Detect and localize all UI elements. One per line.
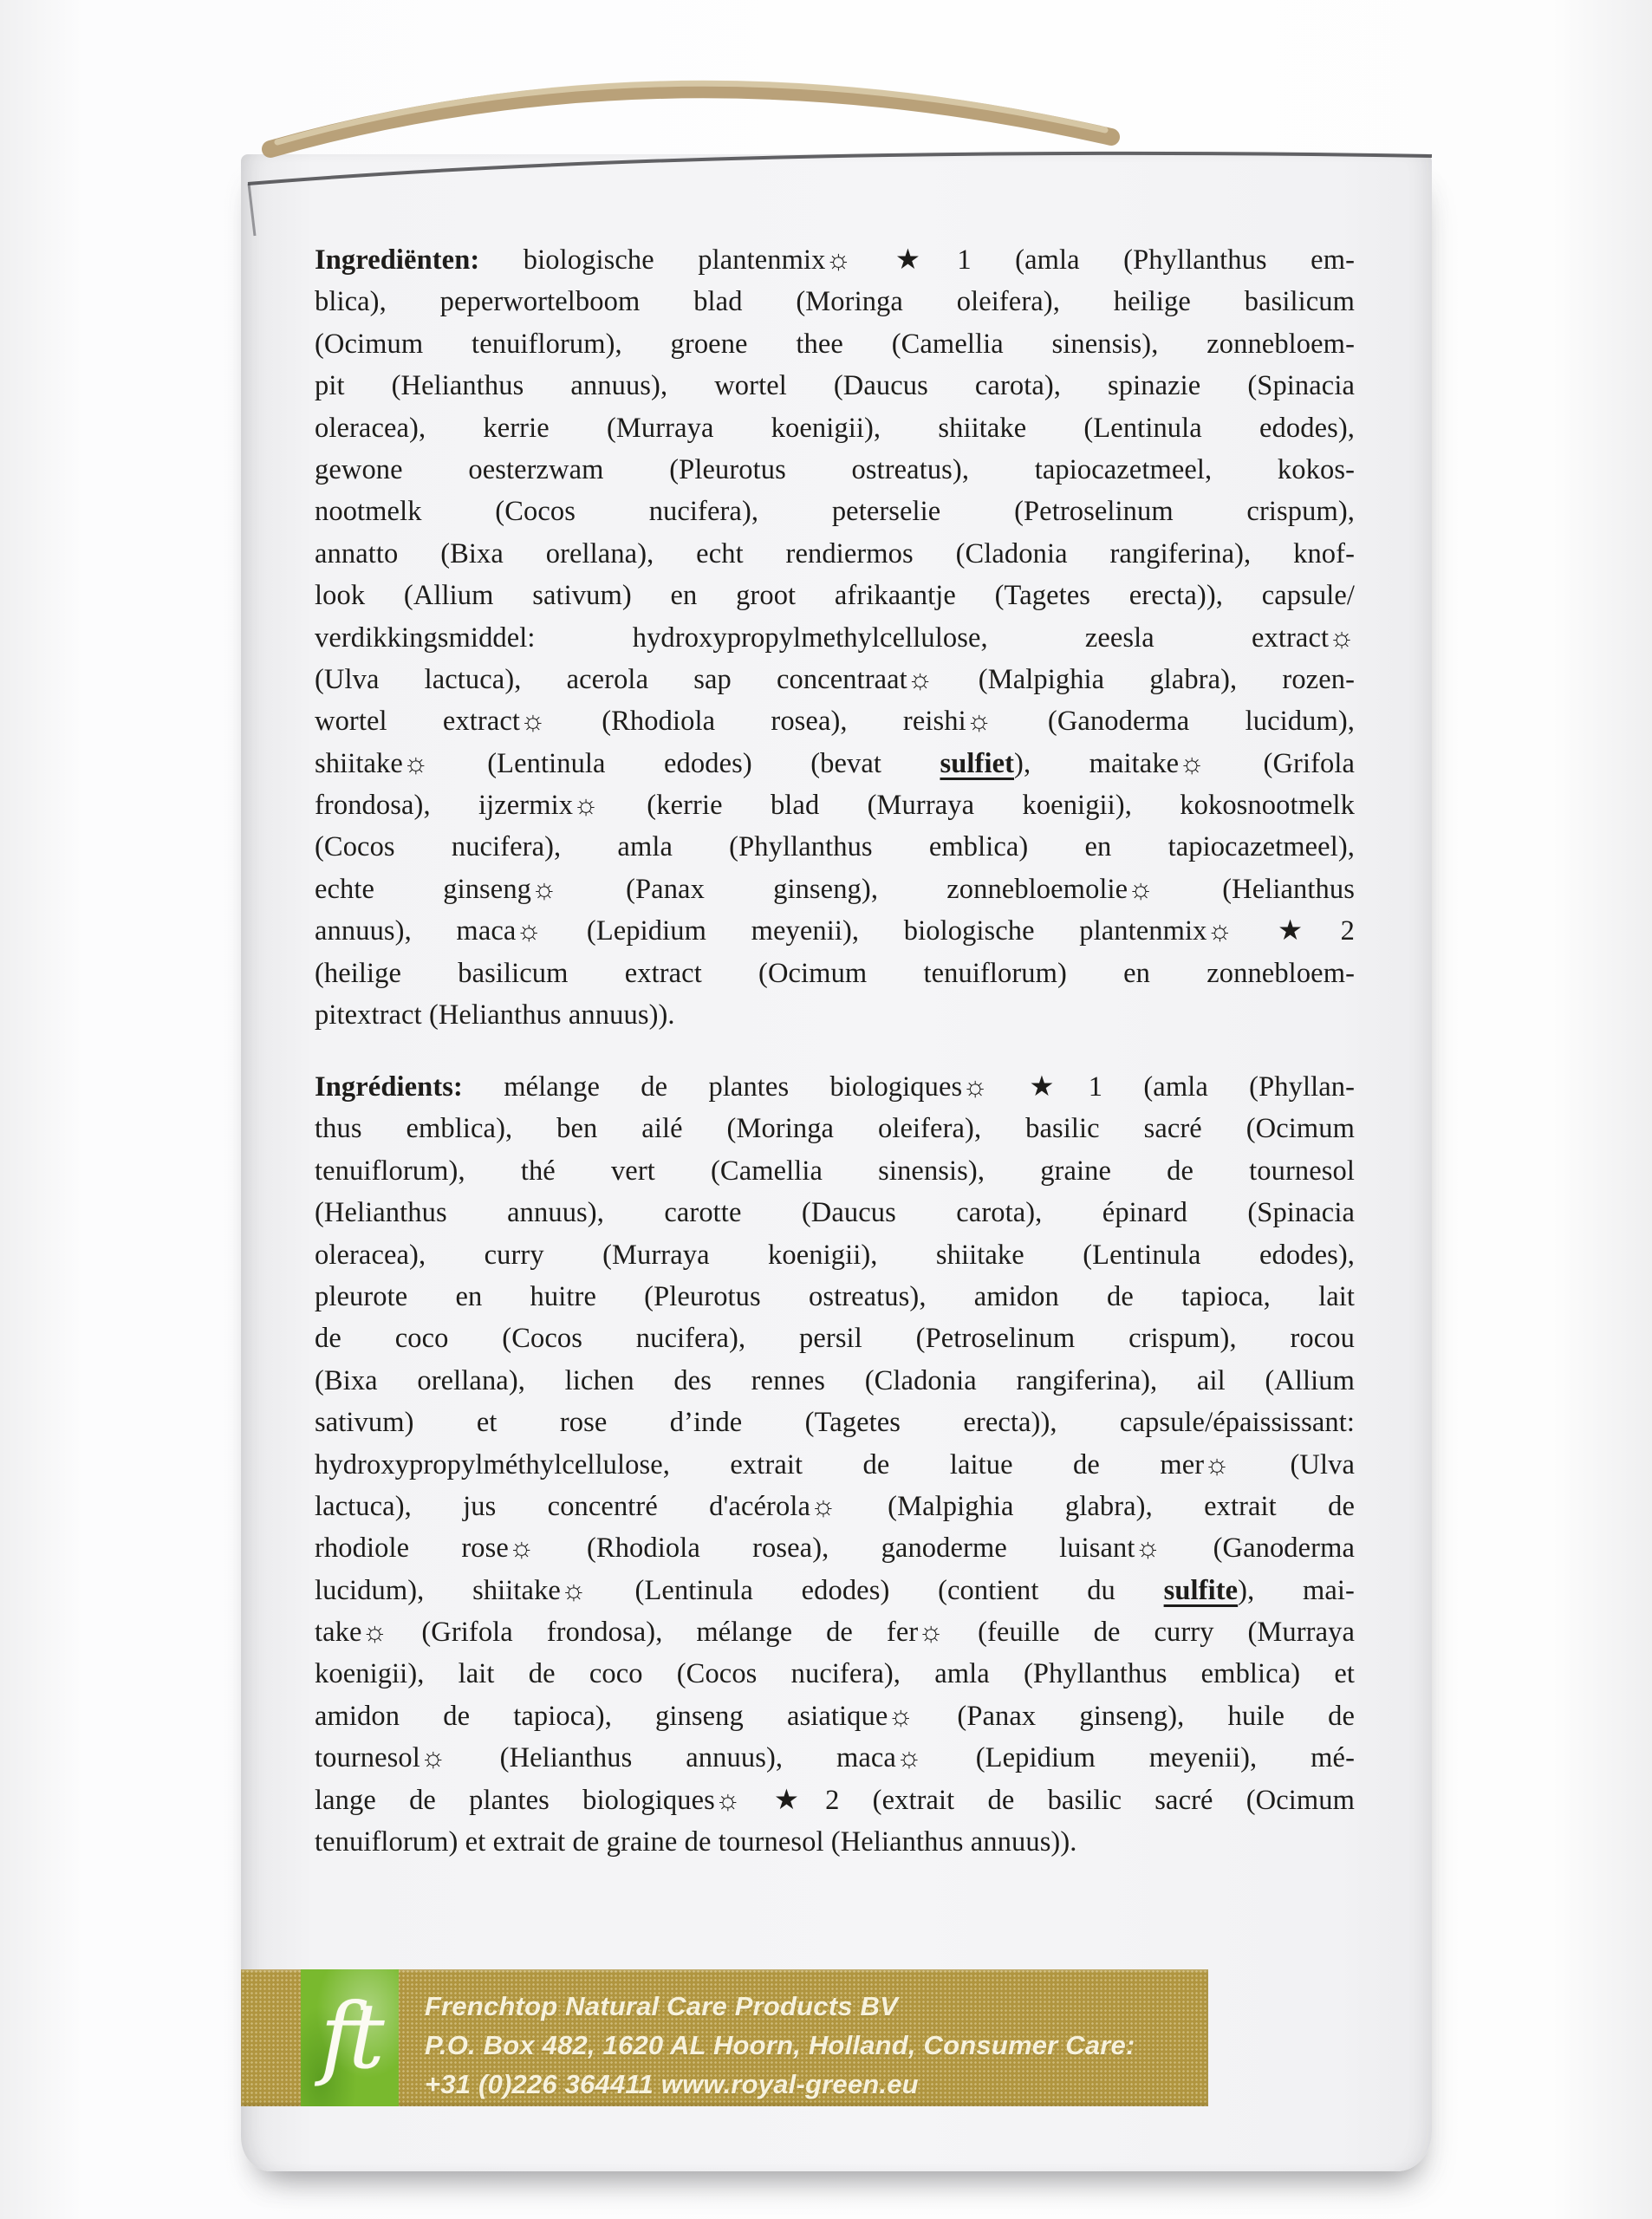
text-line: pit (Helianthus annuus), wortel (Daucus carota), spinazie (Spinacia [315,370,1355,402]
text-line: lactuca), jus concentré d'acérola☼ (Malpighia glabra), extrait de [315,1490,1355,1522]
text-line: amidon de tapioca), ginseng asiatique☼ (Panax ginseng), huile de [315,1700,1355,1732]
text-line: (Ulva lactuca), acerola sap concentraat☼ (Malpighia glabra), rozen- [315,663,1355,695]
text-line: verdikkingsmiddel: hydroxypropylmethylcellulose, zeesla extract☼ [315,621,1355,654]
text-line: (heilige basilicum extract (Ocimum tenuiflorum) en zonnebloem- [315,957,1355,989]
box-lid-curve-highlight [277,83,1105,142]
product-panel [241,154,1432,2171]
text-line: annuus), maca☼ (Lepidium meyenii), biologische plantenmix☼ ★2 [315,915,1355,947]
text-line: rhodiole rose☼ (Rhodiola rosea), ganoderme luisant☼ (Ganoderma [315,1532,1355,1565]
text-line: sativum) et rose d’inde (Tagetes erecta)), capsule/épaississant: [315,1407,1355,1439]
text-line: Ingrédients: mélange de plantes biologiques☼ ★1 (amla (Phyllan- [315,1071,1355,1103]
text-line: tenuiflorum) et extrait de graine de tournesol (Helianthus annuus)). [315,1826,1077,1858]
company-contact: +31 (0)226 364411 www.royal-green.eu [425,2069,919,2099]
text-line: tournesol☼ (Helianthus annuus), maca☼ (Lepidium meyenii), mé- [315,1742,1355,1774]
box-lid-curve-icon [270,89,1111,149]
text-line: gewone oesterzwam (Pleurotus ostreatus), tapiocazetmeel, kokos- [315,453,1355,485]
text-line: thus emblica), ben ailé (Moringa oleifera), basilic sacré (Ocimum [315,1113,1355,1145]
company-name: Frenchtop Natural Care Products BV [425,1991,898,2021]
text-line: koenigii), lait de coco (Cocos nucifera), amla (Phyllanthus emblica) et [315,1658,1355,1690]
french-ingredients-paragraph [315,1066,1355,1863]
text-line: oleracea), kerrie (Murraya koenigii), shiitake (Lentinula edodes), [315,412,1355,444]
text-line: frondosa), ijzermix☼ (kerrie blad (Murraya koenigii), kokosnootmelk [315,790,1355,822]
text-line: pitextract (Helianthus annuus)). [315,999,675,1031]
text-line: (Ocimum tenuiflorum), groene thee (Camellia sinensis), zonnebloem- [315,328,1355,360]
text-line: tenuiflorum), thé vert (Camellia sinensis), graine de tournesol [315,1155,1355,1187]
footer-contact-block [425,1987,1187,2104]
text-line: nootmelk (Cocos nucifera), peterselie (Petroselinum crispum), [315,496,1355,528]
text-line: wortel extract☼ (Rhodiola rosea), reishi☼ (Ganoderma lucidum), [315,706,1355,738]
text-line: blica), peperwortelboom blad (Moringa oleifera), heilige basilicum [315,286,1355,318]
text-line: take☼ (Grifola frondosa), mélange de fer☼ (feuille de curry (Murraya [315,1617,1355,1649]
text-line: hydroxypropylméthylcellulose, extrait de laitue de mer☼ (Ulva [315,1448,1355,1480]
text-line: shiitake☼ (Lentinula edodes) (bevat sulfiet), maitake☼ (Grifola [315,747,1355,779]
dutch-ingredients-paragraph [315,239,1355,1036]
ft-logo-text: ft [320,1983,380,2089]
ft-logo [301,1969,399,2106]
text-line: Ingrediënten: biologische plantenmix☼ ★1 (amla (Phyllanthus em- [315,244,1355,276]
text-line: look (Allium sativum) en groot afrikaantje (Tagetes erecta)), capsule/ [315,580,1355,612]
text-line: echte ginseng☼ (Panax ginseng), zonnebloemolie☼ (Helianthus [315,873,1355,905]
text-line: (Bixa orellana), lichen des rennes (Cladonia rangiferina), ail (Allium [315,1364,1355,1396]
text-line: lange de plantes biologiques☼ ★2 (extrait de basilic sacré (Ocimum [315,1784,1355,1816]
company-address: P.O. Box 482, 1620 AL Hoorn, Holland, Consumer Care: [425,2030,1135,2060]
text-line: (Helianthus annuus), carotte (Daucus carota), épinard (Spinacia [315,1197,1355,1229]
text-line: annatto (Bixa orellana), echt rendiermos (Cladonia rangiferina), knof- [315,537,1355,569]
text-line: (Cocos nucifera), amla (Phyllanthus emblica) en tapiocazetmeel), [315,831,1355,863]
footer-brand-bar [241,1969,1208,2106]
text-line: oleracea), curry (Murraya koenigii), shiitake (Lentinula edodes), [315,1239,1355,1271]
text-line: de coco (Cocos nucifera), persil (Petroselinum crispum), rocou [315,1323,1355,1355]
text-line: lucidum), shiitake☼ (Lentinula edodes) (contient du sulfite), mai- [315,1574,1355,1606]
text-line: pleurote en huitre (Pleurotus ostreatus), amidon de tapioca, lait [315,1280,1355,1312]
